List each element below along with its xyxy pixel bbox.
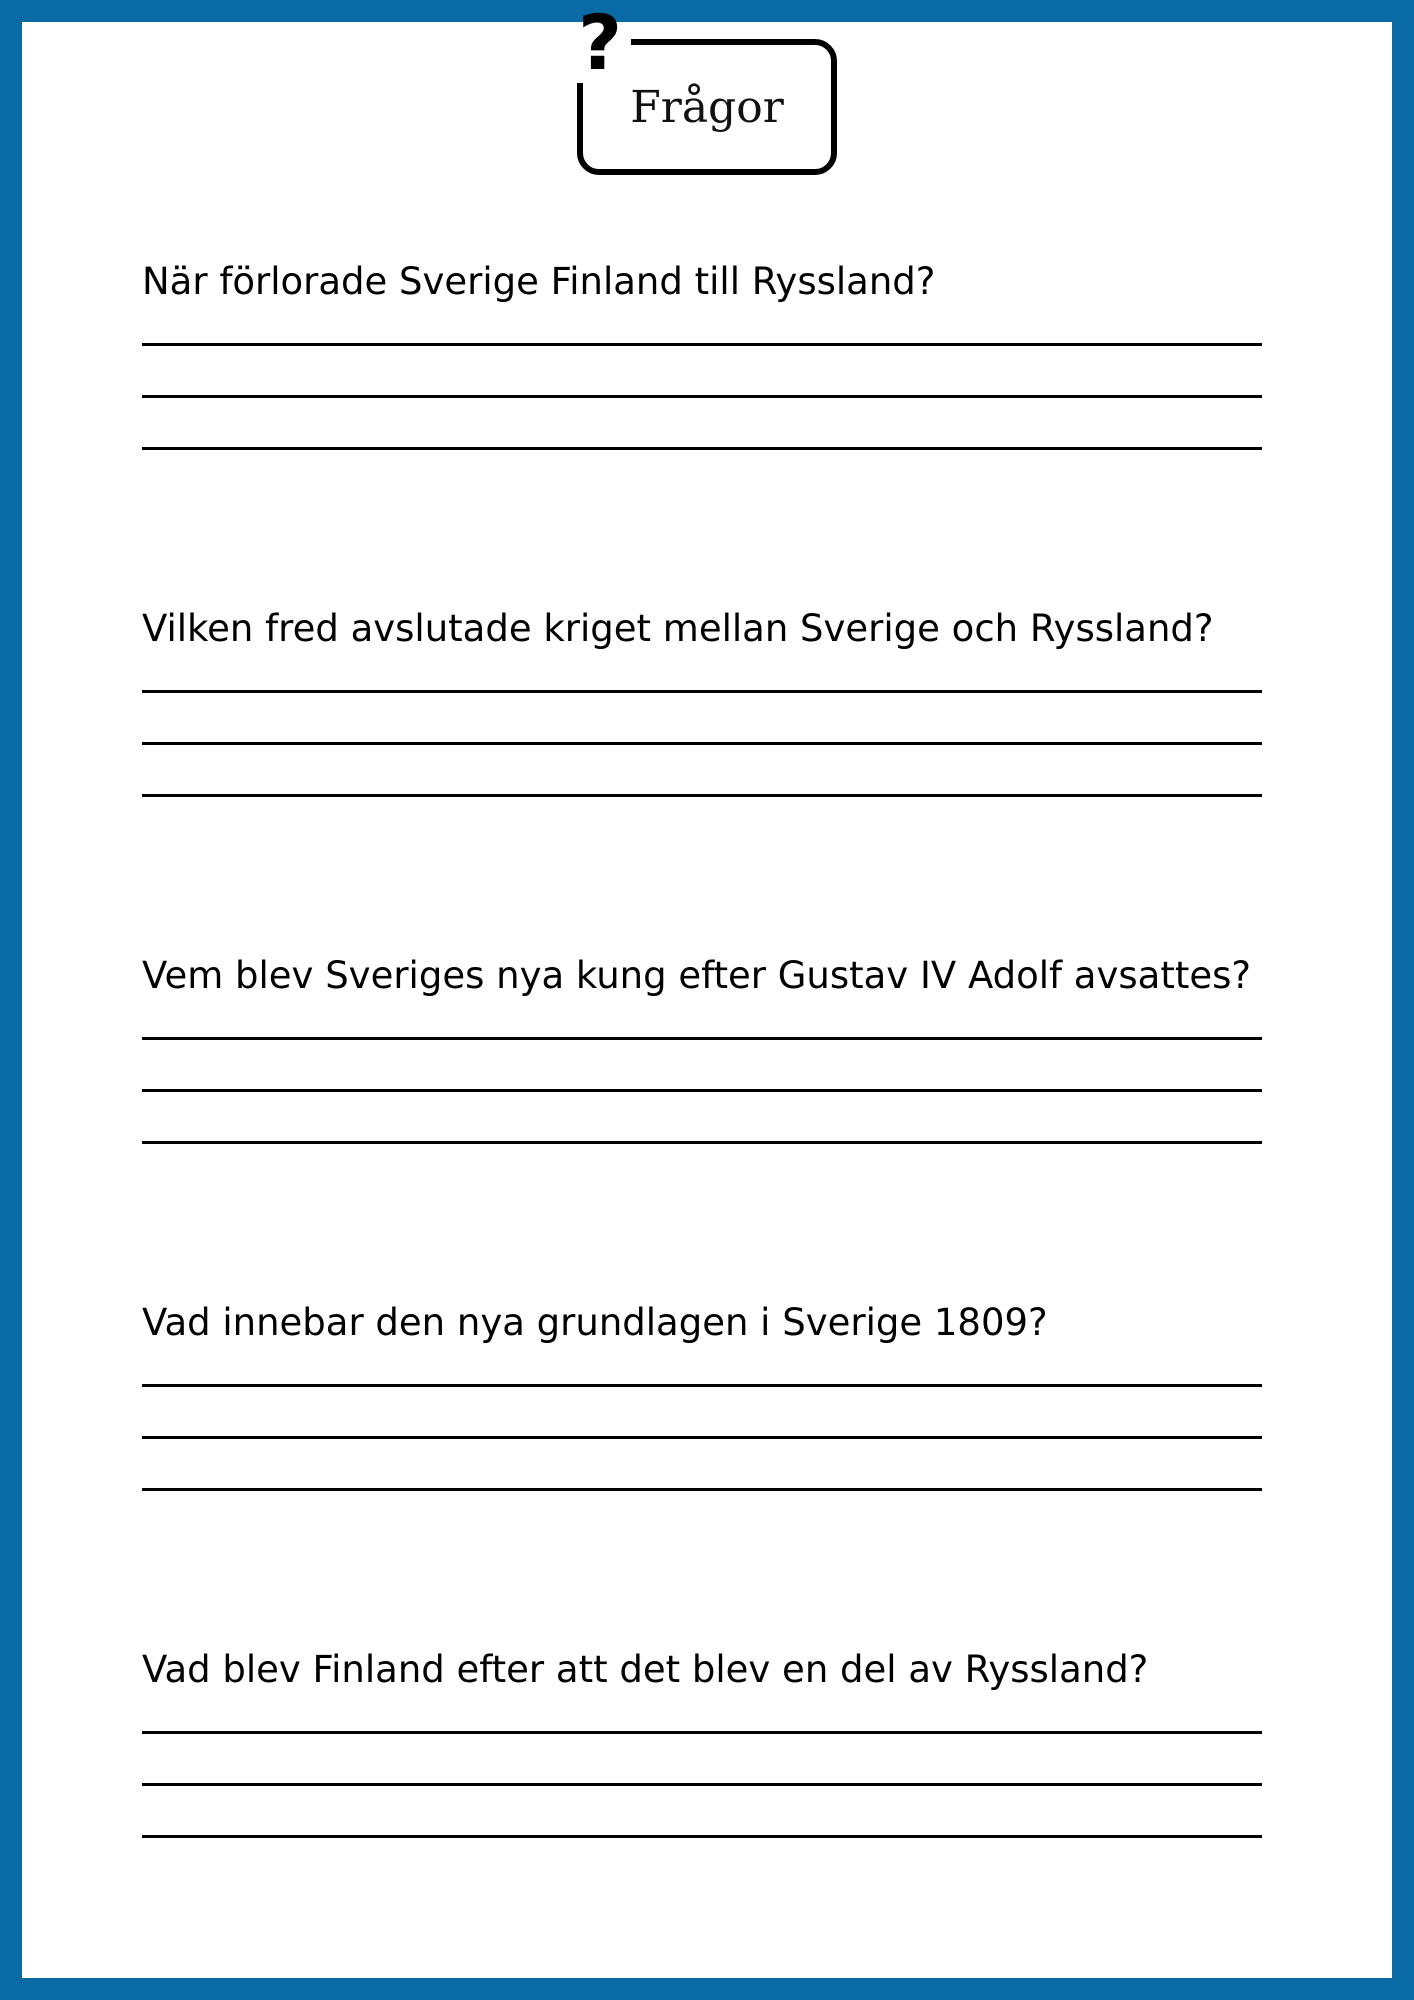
answer-line[interactable] [142,1783,1262,1786]
answer-line[interactable] [142,447,1262,450]
question-mark-icon: ? [577,0,623,87]
answer-line[interactable] [142,1384,1262,1387]
answer-line[interactable] [142,395,1262,398]
answer-line[interactable] [142,1037,1262,1040]
answer-line[interactable] [142,343,1262,346]
answer-line[interactable] [142,1835,1262,1838]
question-text: Vad innebar den nya grundlagen i Sverige 1809? [142,1301,1048,1344]
question-text: Vad blev Finland efter att det blev en del av Ryssland? [142,1648,1149,1691]
answer-line[interactable] [142,1436,1262,1439]
question-text: Vilken fred avslutade kriget mellan Sverige och Ryssland? [142,607,1214,650]
answer-line[interactable] [142,1488,1262,1491]
answer-line[interactable] [142,1731,1262,1734]
question-text: När förlorade Sverige Finland till Ryssland? [142,260,936,303]
question-text: Vem blev Sveriges nya kung efter Gustav IV Adolf avsattes? [142,954,1252,997]
answer-line[interactable] [142,794,1262,797]
title-box [577,0,837,175]
answer-line[interactable] [142,1141,1262,1144]
answer-line[interactable] [142,1089,1262,1092]
page-title: Frågor [630,82,784,133]
answer-line[interactable] [142,742,1262,745]
answer-line[interactable] [142,690,1262,693]
